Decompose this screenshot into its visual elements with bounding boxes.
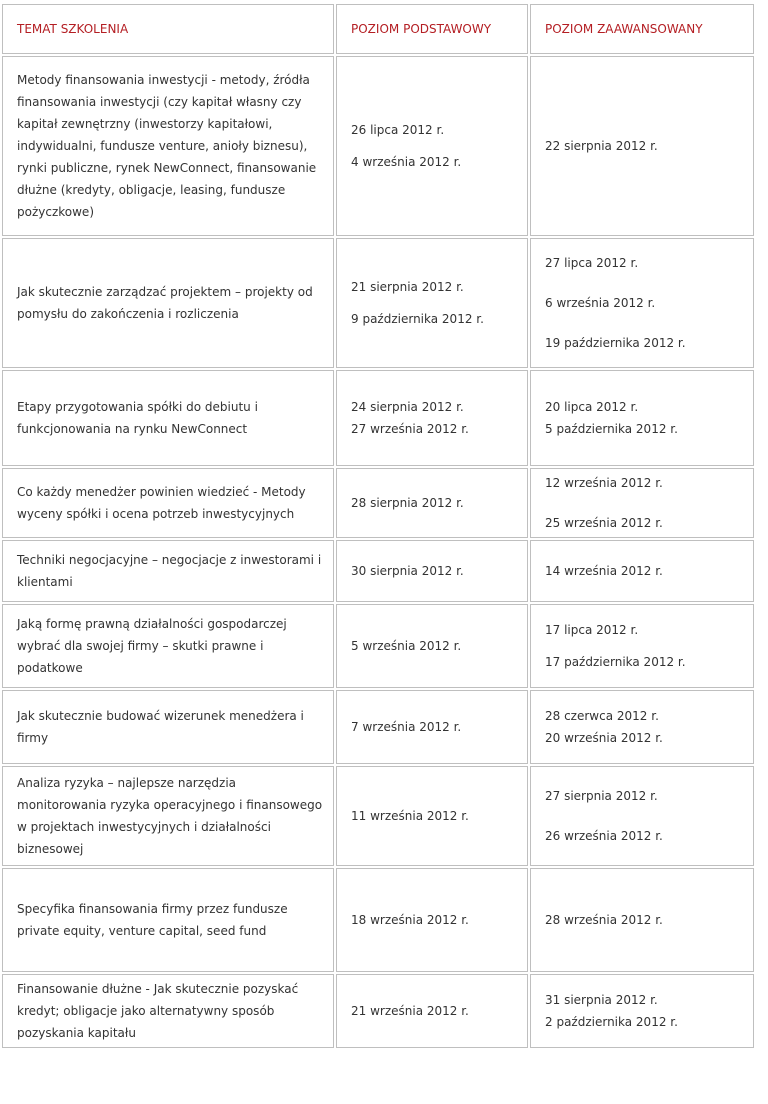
topic-cell: Jak skutecznie zarządzać projektem – projekty od pomysłu do zakończenia i rozliczenia bbox=[2, 238, 334, 368]
date: 7 września 2012 r. bbox=[351, 720, 462, 734]
basic-dates-cell bbox=[336, 370, 528, 466]
basic-dates-cell bbox=[336, 690, 528, 764]
table-row bbox=[2, 56, 754, 236]
date: 17 października 2012 r. bbox=[545, 655, 686, 669]
date: 26 września 2012 r. bbox=[545, 829, 663, 843]
topic-cell: Analiza ryzyka – najlepsze narzędzia monitorowania ryzyka operacyjnego i finansowego w projektach inwestycyjnych i działalności biznesowej bbox=[2, 766, 334, 866]
topic-cell: Finansowanie dłużne - Jak skutecznie pozyskać kredyt; obligacje jako alternatywny sposób pozyskania kapitału bbox=[2, 974, 334, 1048]
date: 17 lipca 2012 r. bbox=[545, 623, 639, 637]
header-row bbox=[2, 4, 754, 54]
date: 24 sierpnia 2012 r. bbox=[351, 400, 464, 414]
date: 20 lipca 2012 r. bbox=[545, 400, 639, 414]
date: 27 sierpnia 2012 r. bbox=[545, 789, 658, 803]
basic-dates-cell bbox=[336, 56, 528, 236]
table-row bbox=[2, 540, 754, 602]
basic-dates-cell bbox=[336, 974, 528, 1048]
date: 28 czerwca 2012 r. bbox=[545, 709, 659, 723]
topic-cell: Specyfika finansowania firmy przez fundusze private equity, venture capital, seed fund bbox=[2, 868, 334, 972]
date: 30 sierpnia 2012 r. bbox=[351, 564, 464, 578]
date: 28 września 2012 r. bbox=[545, 913, 663, 927]
advanced-dates-cell bbox=[530, 468, 754, 538]
date: 11 września 2012 r. bbox=[351, 809, 469, 823]
table-row bbox=[2, 370, 754, 466]
date: 5 września 2012 r. bbox=[351, 639, 462, 653]
topic-cell: Jak skutecznie budować wizerunek menedżera i firmy bbox=[2, 690, 334, 764]
date: 27 lipca 2012 r. bbox=[545, 256, 639, 270]
date: 6 września 2012 r. bbox=[545, 296, 656, 310]
header-advanced-line1: POZIOM bbox=[545, 22, 594, 36]
date: 2 października 2012 r. bbox=[545, 1015, 678, 1029]
advanced-dates-cell bbox=[530, 540, 754, 602]
date: 26 lipca 2012 r. bbox=[351, 123, 445, 137]
topic-cell: Co każdy menedżer powinien wiedzieć - Metody wyceny spółki i ocena potrzeb inwestycyjnych bbox=[2, 468, 334, 538]
table-row bbox=[2, 468, 754, 538]
table-row bbox=[2, 868, 754, 972]
advanced-dates-cell bbox=[530, 238, 754, 368]
table-row bbox=[2, 974, 754, 1048]
date: 14 września 2012 r. bbox=[545, 564, 663, 578]
date: 19 października 2012 r. bbox=[545, 336, 686, 350]
basic-dates-cell bbox=[336, 604, 528, 688]
advanced-dates-cell bbox=[530, 370, 754, 466]
advanced-dates-cell bbox=[530, 766, 754, 866]
date: 22 sierpnia 2012 r. bbox=[545, 139, 658, 153]
topic-cell: Jaką formę prawną działalności gospodarczej wybrać dla swojej firmy – skutki prawne i podatkowe bbox=[2, 604, 334, 688]
header-advanced-level bbox=[530, 4, 754, 54]
header-advanced-line2: ZAAWANSOWANY bbox=[597, 22, 703, 36]
advanced-dates-cell bbox=[530, 56, 754, 236]
header-topic: TEMAT SZKOLENIA bbox=[2, 4, 334, 54]
table-row bbox=[2, 604, 754, 688]
table-row bbox=[2, 690, 754, 764]
date: 27 września 2012 r. bbox=[351, 422, 469, 436]
date: 20 września 2012 r. bbox=[545, 731, 663, 745]
basic-dates-cell bbox=[336, 868, 528, 972]
date: 31 sierpnia 2012 r. bbox=[545, 993, 658, 1007]
basic-dates-cell bbox=[336, 238, 528, 368]
basic-dates-cell bbox=[336, 540, 528, 602]
advanced-dates-cell bbox=[530, 868, 754, 972]
table-row bbox=[2, 766, 754, 866]
topic-cell: Techniki negocjacyjne – negocjacje z inwestorami i klientami bbox=[2, 540, 334, 602]
training-schedule-table bbox=[0, 2, 756, 1050]
date: 28 sierpnia 2012 r. bbox=[351, 496, 464, 510]
header-basic-level bbox=[336, 4, 528, 54]
date: 5 października 2012 r. bbox=[545, 422, 678, 436]
advanced-dates-cell bbox=[530, 974, 754, 1048]
advanced-dates-cell bbox=[530, 604, 754, 688]
topic-cell: Metody finansowania inwestycji - metody, źródła finansowania inwestycji (czy kapitał własny czy kapitał zewnętrzny (inwestorzy kapitałowi, indywidualni, fundusze venture, anioły biznesu), rynki publiczne, rynek NewConnect, finansowanie dłużne (kredyty, obligacje, leasing, fundusze pożyczkowe) bbox=[2, 56, 334, 236]
topic-cell: Etapy przygotowania spółki do debiutu i funkcjonowania na rynku NewConnect bbox=[2, 370, 334, 466]
basic-dates-cell bbox=[336, 766, 528, 866]
advanced-dates-cell bbox=[530, 690, 754, 764]
date: 4 września 2012 r. bbox=[351, 155, 462, 169]
date: 9 października 2012 r. bbox=[351, 312, 484, 326]
date: 12 września 2012 r. bbox=[545, 476, 663, 490]
date: 21 września 2012 r. bbox=[351, 1004, 469, 1018]
basic-dates-cell bbox=[336, 468, 528, 538]
header-basic-line2: PODSTAWOWY bbox=[403, 22, 492, 36]
date: 25 września 2012 r. bbox=[545, 516, 663, 530]
header-basic-line1: POZIOM bbox=[351, 22, 400, 36]
table-row bbox=[2, 238, 754, 368]
date: 18 września 2012 r. bbox=[351, 913, 469, 927]
date: 21 sierpnia 2012 r. bbox=[351, 280, 464, 294]
